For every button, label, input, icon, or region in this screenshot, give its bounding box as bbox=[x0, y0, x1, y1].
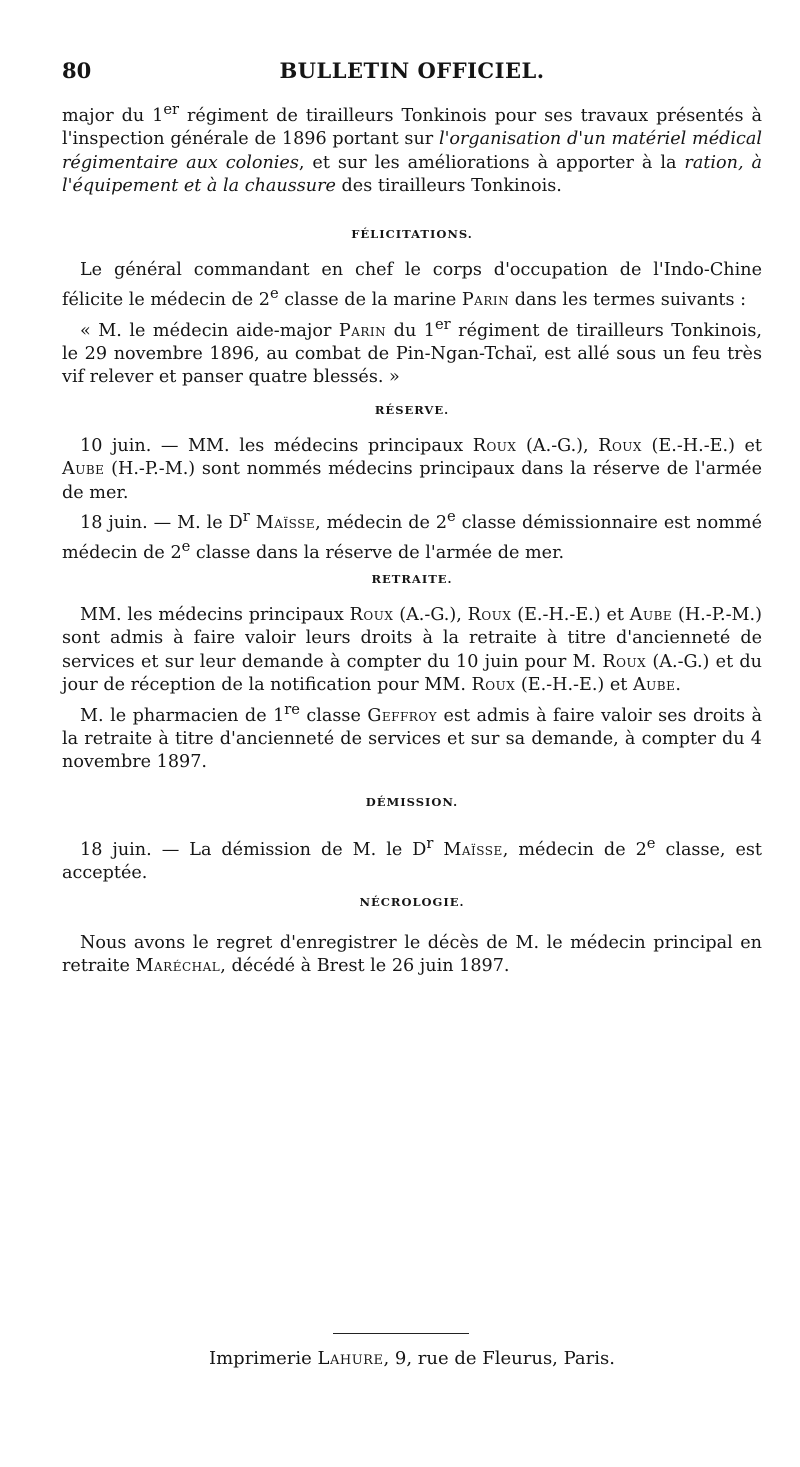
footer-rule bbox=[333, 1333, 469, 1334]
paragraph: 18 juin. — La démission de M. le $D^r$ Maïsse, médecin de 2e classe, est acceptée. bbox=[62, 835, 762, 884]
section-felicitations bbox=[62, 259, 762, 390]
paragraph: M. le pharmacien de 1re classe Geffroy est admis à faire valoir ses droits à la retraite à titre d'ancienneté de services et sur sa demande, à compter du 4 novembre 1897. bbox=[62, 700, 762, 773]
printer-imprint: Imprimerie Lahure, 9, rue de Fleurus, Paris. bbox=[209, 1348, 615, 1369]
paragraph: 18 juin. — M. le $D^r$ Maïsse, médecin de 2e classe démissionnaire est nommé médecin de 2e classe dans la réserve de l'armée de mer. bbox=[62, 508, 763, 564]
paragraph: Nous avons le regret d'enregistrer le décès de M. le médecin principal en retraite Maréchal, décédé à Brest le 26 juin 1897. bbox=[62, 933, 762, 977]
paragraph: « M. le médecin aide-major Parin du 1er régiment de tirailleurs Tonkinois, le 29 novembre 1896, au combat de Pin-Ngan-Tchaï, est allé sous un feu très vif relever et panser quatre blessés. » bbox=[62, 315, 762, 388]
section-heading-retraite: RETRAITE. bbox=[371, 572, 453, 586]
page-header bbox=[62, 58, 762, 88]
running-title: BULLETIN OFFICIEL. bbox=[279, 58, 545, 83]
section-necrologie bbox=[62, 932, 762, 979]
section-heading-necrologie: NÉCROLOGIE. bbox=[359, 895, 465, 909]
section-heading-felicitations: FÉLICITATIONS. bbox=[351, 227, 473, 241]
paragraph: 10 juin. — MM. les médecins principaux Roux (A.-G.), Roux (E.-H.-E.) et Aube (H.-P.-M.) sont nommés médecins principaux dans la réserve de l'armée de mer. bbox=[62, 436, 762, 503]
section-heading-reserve: RÉSERVE. bbox=[374, 403, 450, 417]
paragraph: Le général commandant en chef le corps d'occupation de l'Indo-Chine félicite le médecin de 2e classe de la marine Parin dans les termes suivants : bbox=[62, 260, 762, 311]
page-number: 80 bbox=[62, 58, 92, 83]
section-demission bbox=[62, 832, 762, 886]
intro-paragraph: major du 1er régiment de tirailleurs Tonkinois pour ses travaux présentés à l'inspection générale de 1896 portant sur l'organisation d'un matériel médical régimentaire aux colonies, et sur les améliorations à apporter à la ration, à l'équipement et à la chaussure des tirailleurs Tonkinois. bbox=[62, 101, 763, 197]
section-retraite bbox=[62, 604, 762, 775]
section-heading-demission: DÉMISSION. bbox=[365, 795, 459, 809]
paragraph: MM. les médecins principaux Roux (A.-G.), Roux (E.-H.-E.) et Aube (H.-P.-M.) sont admis à faire valoir leurs droits à la retraite à titre d'ancienneté de services et sur leur demande à compter du 10 juin pour M. Roux (A.-G.) et du jour de réception de la notification pour MM. Roux (E.-H.-E.) et Aube. bbox=[62, 605, 762, 696]
section-reserve bbox=[62, 435, 762, 566]
